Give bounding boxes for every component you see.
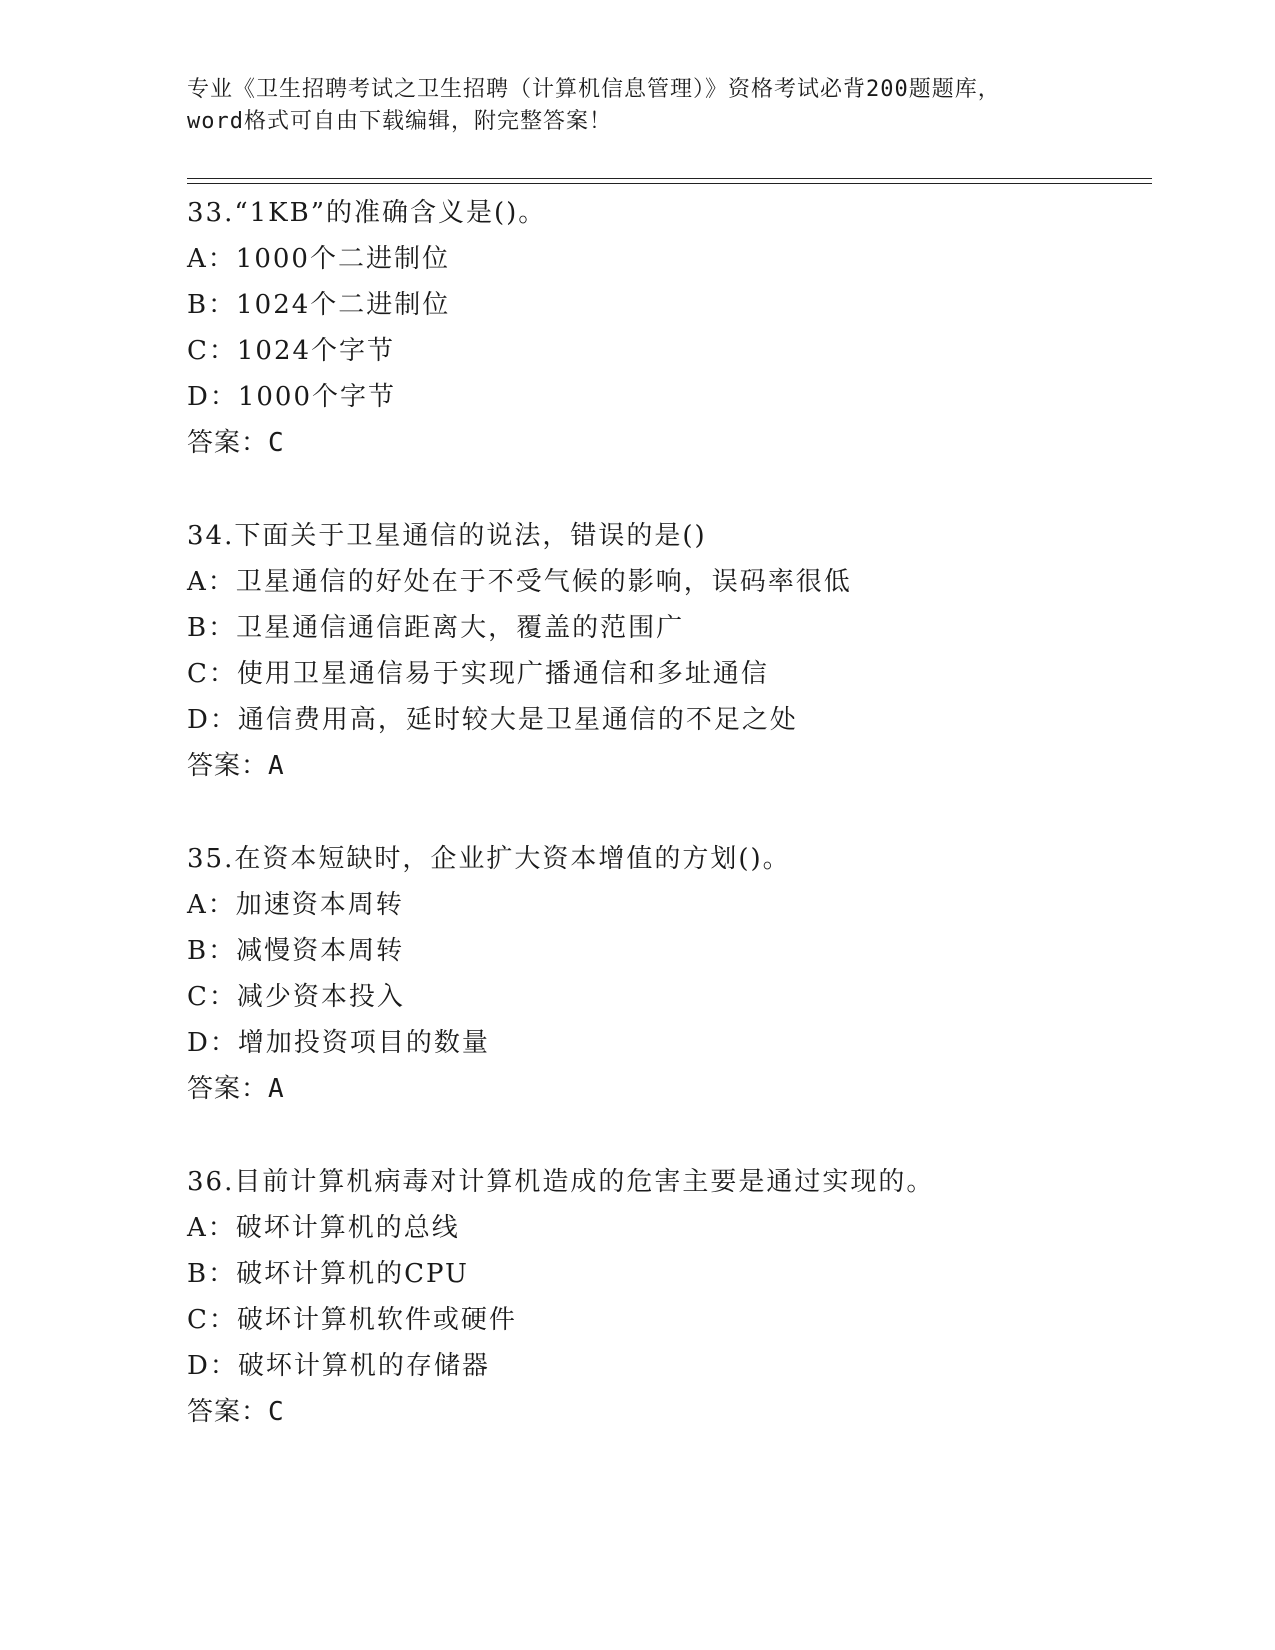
header-divider-top — [187, 178, 1152, 179]
document-header — [187, 74, 1087, 138]
answer-line: 答案：A — [187, 1074, 285, 1104]
answer-line: 答案：C — [187, 428, 285, 458]
question-stem: 33.“1KB”的准确含义是()。 — [187, 198, 547, 228]
option-a: A：加速资本周转 — [187, 890, 404, 920]
question-33 — [187, 190, 1152, 466]
option-c: C：减少资本投入 — [187, 982, 405, 1012]
question-stem: 34.下面关于卫星通信的说法，错误的是() — [187, 521, 707, 551]
question-list — [187, 190, 1152, 1482]
question-stem: 36.目前计算机病毒对计算机造成的危害主要是通过实现的。 — [187, 1167, 935, 1197]
header-line-1: 专业《卫生招聘考试之卫生招聘（计算机信息管理）》资格考试必背200题题库， — [187, 77, 1001, 102]
header-divider-bottom — [187, 183, 1152, 184]
question-35 — [187, 836, 1152, 1112]
option-b: B：破坏计算机的CPU — [187, 1259, 469, 1289]
option-b: B：1024个二进制位 — [187, 290, 451, 320]
option-c: C：破坏计算机软件或硬件 — [187, 1305, 517, 1335]
option-b: B：卫星通信通信距离大，覆盖的范围广 — [187, 613, 685, 643]
option-c: C：1024个字节 — [187, 336, 396, 366]
question-stem: 35.在资本短缺时，企业扩大资本增值的方划()。 — [187, 844, 791, 874]
option-b: B：减慢资本周转 — [187, 936, 405, 966]
option-d: D：增加投资项目的数量 — [187, 1028, 490, 1058]
answer-line: 答案：C — [187, 1397, 285, 1427]
option-c: C：使用卫星通信易于实现广播通信和多址通信 — [187, 659, 769, 689]
answer-line: 答案：A — [187, 751, 285, 781]
option-a: A：1000个二进制位 — [187, 244, 450, 274]
header-line-2: word格式可自由下载编辑，附完整答案！ — [187, 109, 612, 134]
option-a: A：破坏计算机的总线 — [187, 1213, 460, 1243]
option-a: A：卫星通信的好处在于不受气候的影响，误码率很低 — [187, 567, 852, 597]
option-d: D：1000个字节 — [187, 382, 397, 412]
question-34 — [187, 513, 1152, 789]
option-d: D：通信费用高，延时较大是卫星通信的不足之处 — [187, 705, 798, 735]
question-36 — [187, 1159, 1152, 1435]
option-d: D：破坏计算机的存储器 — [187, 1351, 490, 1381]
